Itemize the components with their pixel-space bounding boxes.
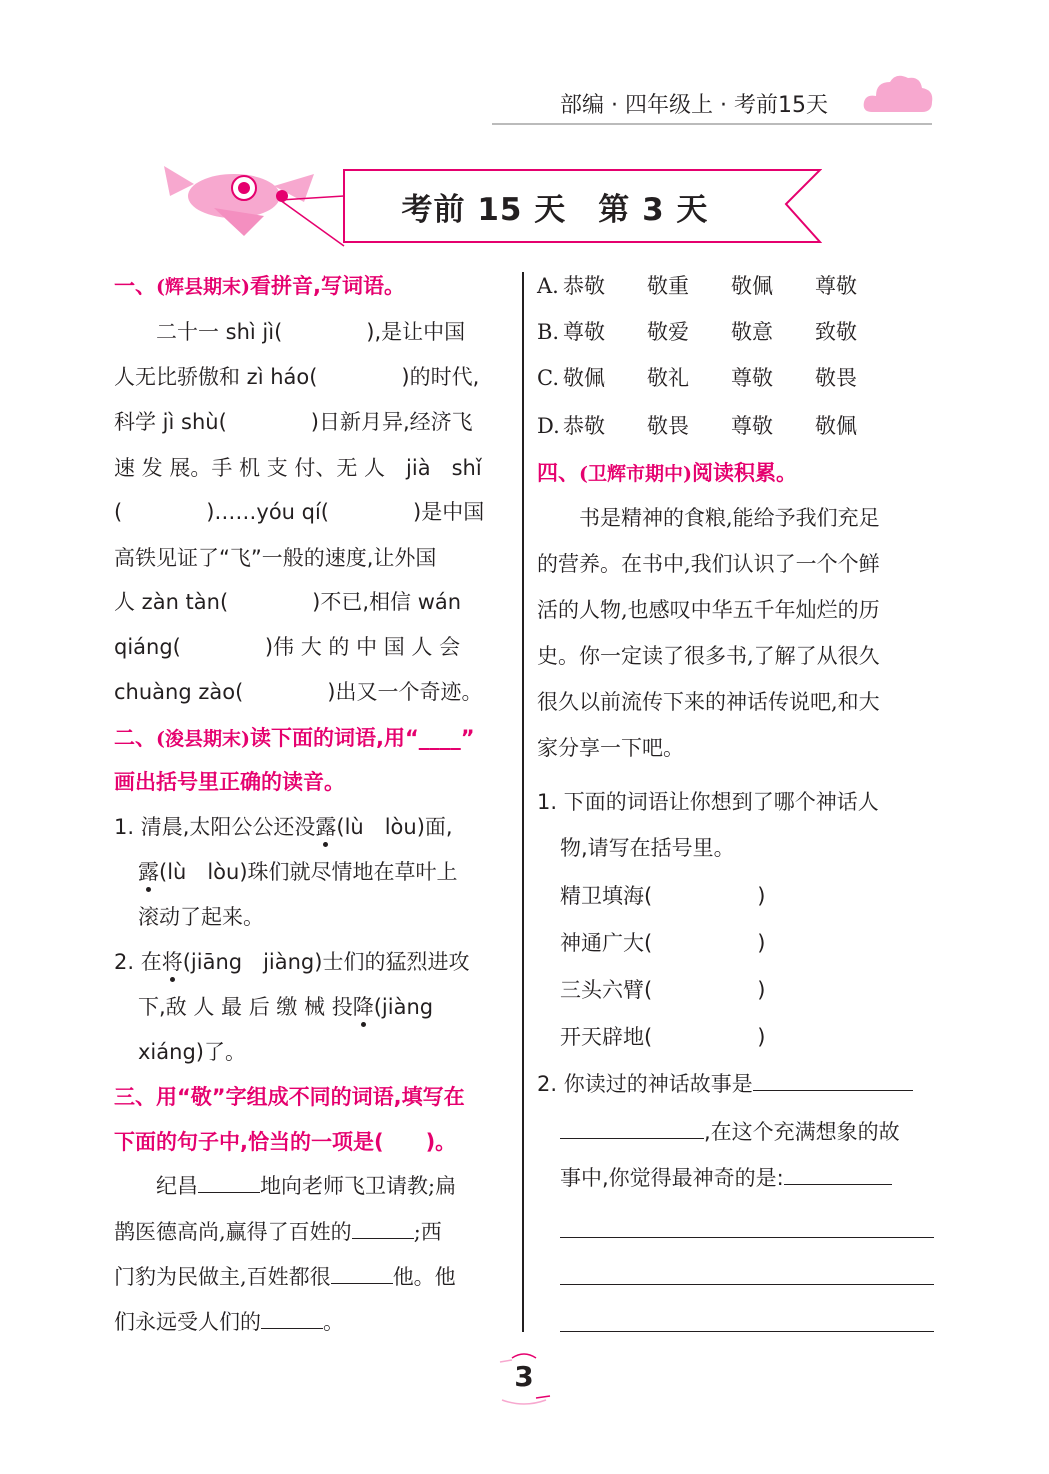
q2-item-1: 1. 清晨,太阳公公还没露(lù lòu)面, [114, 815, 453, 839]
answer-blank[interactable] [560, 1118, 704, 1139]
q1-line-8: qiáng( )伟 大 的 中 国 人 会 [114, 635, 461, 659]
q4-sub2-line2: ,在这个充满想象的故 [560, 1110, 900, 1156]
answer-line[interactable] [560, 1331, 934, 1332]
q4-passage-4: 史。你一定读了很多书,了解了从很久 [537, 644, 880, 668]
q4-heading: 四、(卫辉市期中)阅读积累。 [537, 461, 797, 485]
answer-blank[interactable] [753, 1070, 913, 1091]
answer-blank[interactable] [784, 1164, 892, 1185]
q1-line-5: ( )……yóu qí( )是中国 [114, 500, 485, 524]
q1-heading: 一、(辉县期末)看拼音,写词语。 [114, 274, 405, 298]
q1-line-7: 人 zàn tàn( )不已,相信 wán [114, 590, 462, 614]
q2-heading-line2: 画出括号里正确的读音。 [114, 770, 345, 794]
answer-line[interactable] [560, 1237, 934, 1238]
q4-sub1: 1. 下面的词语让你想到了哪个神话人 [537, 790, 879, 814]
series-header: 部编 · 四年级上 · 考前15天 [560, 93, 828, 118]
page-number: 3 [514, 1360, 534, 1393]
q3-heading-line2: 下面的句子中,恰当的一项是( )。 [114, 1130, 457, 1154]
q4-passage-6: 家分享一下吧。 [537, 736, 684, 760]
q4-passage-5: 很久以前流传下来的神话传说吧,和大 [537, 690, 880, 714]
option-d[interactable]: D. 恭敬 敬畏 尊敬 敬佩 [537, 414, 857, 438]
answer-blank[interactable] [198, 1174, 260, 1193]
q2-item-2-line2: 下,敌 人 最 后 缴 械 投降(jiàng [138, 995, 434, 1019]
option-b[interactable]: B. 尊敬 敬爱 敬意 致敬 [537, 320, 857, 344]
q4-passage-3: 活的人物,也感叹中华五千年灿烂的历 [537, 598, 880, 622]
q4-passage-2: 的营养。在书中,我们认识了一个个鲜 [537, 552, 880, 576]
q3-sentence-3: 门豹为民做主,百姓都很 他。他 [114, 1265, 456, 1289]
header-divider [492, 123, 932, 125]
column-divider [522, 272, 524, 1332]
q2-heading: 二、(浚县期末)读下面的词语,用“____” [114, 726, 475, 750]
q2-item-1-line2: 露(lù lòu)珠们就尽情地在草叶上 [138, 860, 458, 884]
answer-blank[interactable] [331, 1265, 393, 1284]
idiom-4[interactable]: 开天辟地( ) [560, 1025, 766, 1049]
q3-sentence-2: 鹊医德高尚,赢得了百姓的 ;西 [114, 1220, 442, 1244]
q4-sub1-line2: 物,请写在括号里。 [560, 836, 735, 860]
q1-line-1: 二十一 shì jì( ),是让中国 [114, 320, 466, 344]
cloud-icon [862, 72, 934, 114]
q2-item-1-line3: 滚动了起来。 [138, 905, 264, 929]
q2-item-2-line3: xiáng)了。 [138, 1040, 246, 1064]
q1-line-3: 科学 jì shù( )日新月异,经济飞 [114, 410, 473, 434]
q3-heading: 三、用“敬”字组成不同的词语,填写在 [114, 1085, 465, 1109]
q1-line-6: 高铁见证了“飞”一般的速度,让外国 [114, 546, 437, 570]
idiom-2[interactable]: 神通广大( ) [560, 931, 766, 955]
q4-sub2: 2. 你读过的神话故事是 [537, 1062, 913, 1108]
page-title: 考前 15 天 第 3 天 [401, 192, 709, 228]
q3-sentence-4: 们永远受人们的 。 [114, 1310, 344, 1334]
q4-passage-1: 书是精神的食粮,能给予我们充足 [537, 506, 880, 530]
q2-item-2: 2. 在将(jiāng jiàng)士们的猛烈进攻 [114, 950, 470, 974]
q1-line-9: chuàng zào( )出又一个奇迹。 [114, 680, 483, 704]
idiom-1[interactable]: 精卫填海( ) [560, 884, 766, 908]
q1-line-4: 速 发 展。手 机 支 付、无 人 jià shǐ [114, 456, 482, 480]
q1-line-2: 人无比骄傲和 zì háo( )的时代, [114, 365, 480, 389]
airplane-icon [164, 166, 314, 236]
answer-line[interactable] [560, 1284, 934, 1285]
option-a[interactable]: A. 恭敬 敬重 敬佩 尊敬 [537, 274, 857, 298]
idiom-3[interactable]: 三头六臂( ) [560, 978, 766, 1002]
answer-blank[interactable] [352, 1220, 414, 1239]
answer-blank[interactable] [261, 1310, 323, 1329]
q3-sentence-1: 纪昌 地向老师飞卫请教;扁 [114, 1174, 457, 1198]
option-c[interactable]: C. 敬佩 敬礼 尊敬 敬畏 [537, 366, 857, 390]
q4-sub2-line3: 事中,你觉得最神奇的是: [560, 1156, 892, 1202]
